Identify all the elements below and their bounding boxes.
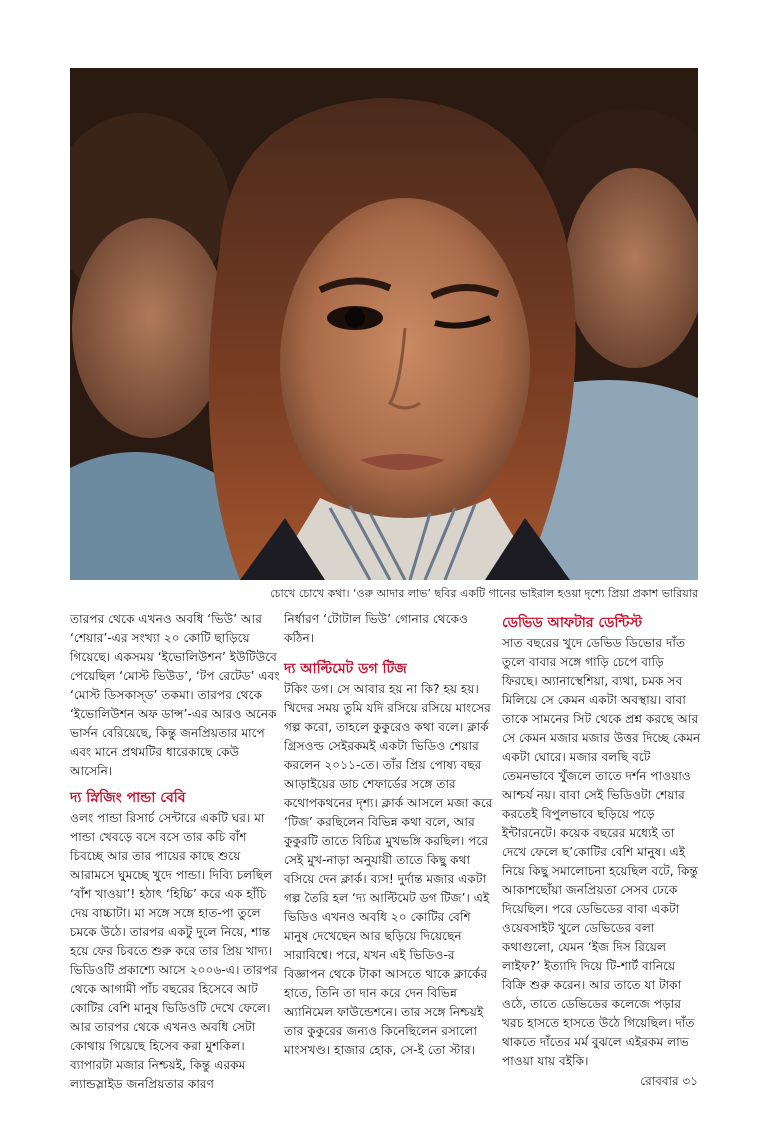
panda-paragraph: ওলং পান্ডা রিসার্চ সেন্টারে একটি ঘর। মা পান্ডা খেবড়ে বসে বসে তার কচি বাঁশ চিবচ্ছে আর তার পায়ের কাছে শুয়ে আরামসে ঘুমচ্ছে খুদে পান্ডা। দিব্যি চলছিল ‘বাঁশ খাওয়া’! হঠাৎ ‘হিচ্চি’ করে এক হাঁচি দেয় বাচ্চাটা। মা সঙ্গে সঙ্গে হাত-পা তুলে চমকে উঠে। তারপর একটু দুলে নিয়ে, শান্ত হয়ে ফের চিবতে শুরু করে তার প্রিয় খাদ্য। ভিডিওটি প্রকাশ্যে আসে ২০০৬-এ। তারপর থেকে আগামী পাঁচ বছরের হিসেবে আট কোটির বেশি মানুষ ভিডিওটি দেখে ফেলে। আর তারপর থেকে এখনও অবধি সেটা কোথায় গিয়েছে হিসেব করা মুশকিল। ব্যাপারটা মজার নিশ্চয়ই, কিন্তু এরকম ল্যান্ডস্লাইড জনপ্রিয়তার কারণ xyxy=(70,811,278,1091)
page-footer: রোববার ৩১ xyxy=(640,1074,698,1088)
dog-paragraph: টকিং ডগ। সে আবার হয় না কি? হয় হয়। খিদের সময় তুমি যদি রসিয়ে রসিয়ে মাংসের গল্প করো, তাহলে কুকুরেও কথা বলে। ক্লার্ক গ্রিসওল্ড সেইরকমই একটা ভিডিও শেয়ার করলেন ২০১১-তে। তাঁর প্রিয় পোষ্য বছর আড়াইয়ের ডাচ শেফার্ডের সঙ্গে তার কথোপকথনের দৃশ্য। ক্লার্ক আসলে মজা করে ‘টিজ’ করছিলেন বিভিন্ন কথা বলে, আর কুকুরটি তাতে বিচিত্র মুখভঙ্গি করছিল। পরে সেই মুখ-নাড়া অনুযায়ী তাতে কিছু কথা বসিয়ে দেন ক্লার্ক। ব্যস! দুর্দান্ত মজার একটা গল্প তৈরি হল ‘দ্য আল্টিমেট ডগ টিজ’। এই ভিডিও এখনও অবধি ২০ কোটির বেশি মানুষ দেখেছেন আর ছড়িয়ে দিয়েছেন সারাবিশ্বে। পরে, যখন এই ভিডিও-র বিজ্ঞাপন থেকে টাকা আসতে থাকে ক্লার্কের হাতে, তিনি তা দান করে দেন বিভিন্ন অ্যানিমেল ফাউন্ডেশনে। তার সঙ্গে নিশ্চয়ই তার কুকুরের জন্যও কিনেছিলেন রসালো মাংসখণ্ড। হাজার হোক, সে-ই তো স্টার। xyxy=(284,682,493,1057)
section-heading-panda: দ্য স্নিজিং পান্ডা বেবি xyxy=(70,790,186,806)
article-column-2 xyxy=(284,610,496,1060)
article-column-1 xyxy=(70,610,282,1094)
section-heading-david: ডেভিড আফটার ডেন্টিস্ট xyxy=(502,615,643,631)
section-heading-dog: দ্য আল্টিমেট ডগ টিজ xyxy=(284,661,407,677)
photo-caption: চোখে চোখে কথা। ‘ওরু আদার লাভ’ ছবির একটি গানের ভাইরাল হওয়া দৃশ্যে প্রিয়া প্রকাশ ভারিয়ার xyxy=(270,587,698,600)
david-paragraph: সাত বছরের খুদে ডেভিড ডিভোর দাঁত তুলে বাবার সঙ্গে গাড়ি চেপে বাড়ি ফিরছে। অ্যানাস্থেশিয়া, ব্যথা, চমক সব মিলিয়ে সে কেমন একটা অবস্থায়। বাবা তাকে সামনের সিট থেকে প্রশ্ন করছে আর সে কেমন মজার মজার উত্তর দিচ্ছে কেমন একটা ঘোরে। মজার বলছি বটে তেমনভাবে খুঁজলে তাতে দর্শন পাওয়াও আশ্চর্য নয়। বাবা সেই ভিডিওটা শেয়ার করতেই বিপুলভাবে ছড়িয়ে পড়ে ইন্টারনেটে। কয়েক বছরের মধ্যেই তা দেখে ফেলে ছ’কোটির বেশি মানুষ। এই নিয়ে কিছু সমালোচনা হয়েছিল বটে, কিন্তু আকাশছোঁয়া জনপ্রিয়তা সেসব ঢেকে দিয়েছিল। পরে ডেভিডের বাবা একটা ওয়েবসাইট খুলে ডেভিডের বলা কথাগুলো, যেমন ‘ইজ দিস রিয়েল লাইফ?’ ইত্যাদি দিয়ে টি-শার্ট বানিয়ে বিক্রি শুরু করেন। আর তাতে যা টাকা ওঠে, তাতে ডেভিডের কলেজে পড়ার খরচ হাসতে হাসতে উঠে গিয়েছিল। দাঁত থাকতে দাঁতের মর্ম বুঝলে এইরকম লাভ পাওয়া যায় বইকি। xyxy=(502,636,701,1068)
photo-illustration xyxy=(70,68,698,580)
article-column-3 xyxy=(502,610,702,1071)
feature-photo xyxy=(70,68,698,580)
continued-paragraph: নির্ধারণ ‘টোটাল ভিউ’ গোনার থেকেও কঠিন। xyxy=(284,612,469,645)
intro-paragraph: তারপর থেকে এখনও অবধি ‘ভিউ’ আর ‘শেয়ার’-এর সংখ্যা ২০ কোটি ছাড়িয়ে গিয়েছে। একসময় ‘ইভোলিউশন’ ইউটিউবে পেয়েছিল ‘মোস্ট ভিউড’, ‘টপ রেটেড’ এবং ‘মোস্ট ডিসকাস্‌ড’ তকমা। তারপর থেকে ‘ইভোলিউশন অফ ডান্স’-এর আরও অনেক ভার্সন বেরিয়েছে, কিন্তু জনপ্রিয়তার মাপে এবং মানে প্রথমটির ধারেকাছে কেউ আসেনি। xyxy=(70,612,280,778)
